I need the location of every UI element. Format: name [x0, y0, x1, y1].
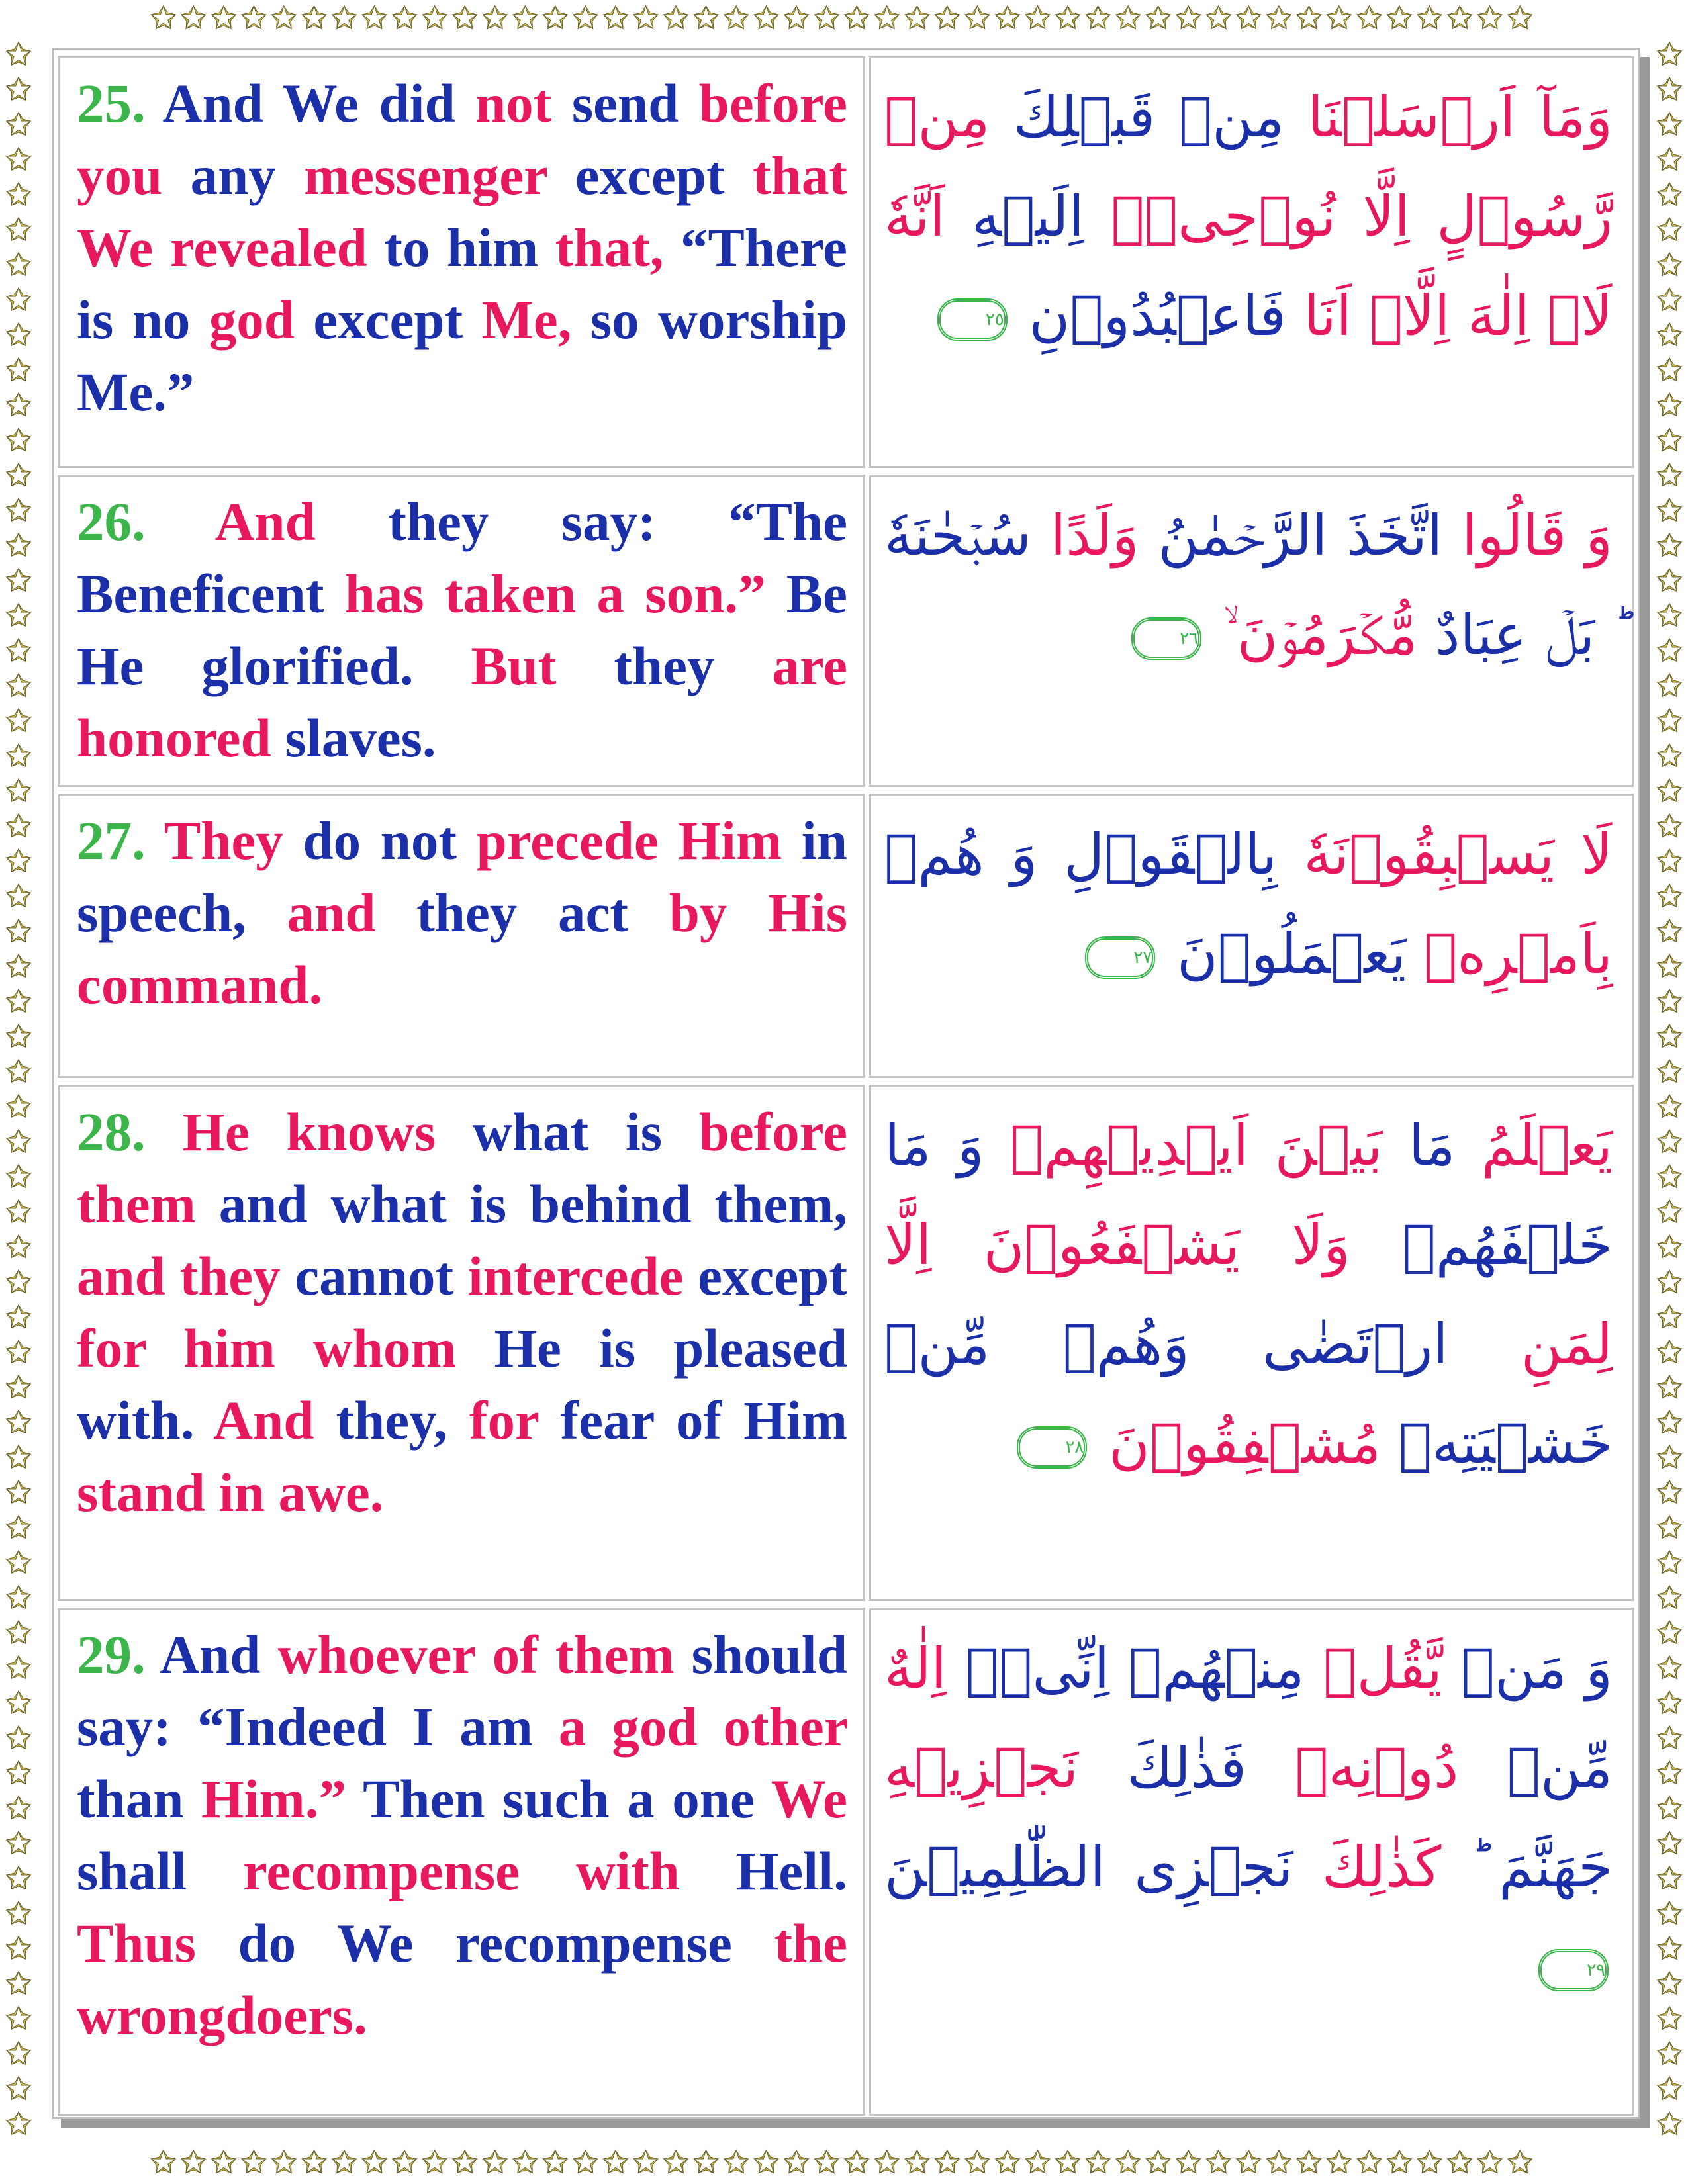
translation-segment: messenger: [304, 145, 547, 206]
translation-segment: they,: [314, 1390, 469, 1451]
arabic-verse: [884, 486, 1613, 684]
english-translation: [77, 1619, 847, 2052]
arabic-verse-cell: [869, 1085, 1634, 1601]
arabic-segment: يَّقُلۡ: [1304, 1636, 1462, 1701]
arabic-segment: وَمَآ اَرۡسَلۡنَا: [1307, 85, 1613, 150]
translation-segment: He knows: [145, 1101, 436, 1162]
translation-segment: And: [145, 491, 316, 552]
translation-segment: that We revealed: [77, 145, 847, 278]
arabic-segment: اِلَّا لِمَنِ: [884, 1212, 1613, 1377]
translation-segment: do not: [283, 810, 477, 871]
translation-segment: before you: [77, 73, 847, 206]
ayah-number-marker: ٢٩: [1538, 1949, 1609, 1991]
translation-segment: they say: “The Beneficent: [77, 491, 847, 624]
translation-segment: Hell.: [679, 1841, 847, 1901]
translation-segment: in speech,: [77, 810, 847, 943]
translation-segment: should say: “Indeed I am: [77, 1624, 848, 1757]
translation-segment: And: [213, 1390, 314, 1451]
arabic-segment: مُّكۡرَمُوۡنَ ۙ: [1223, 602, 1436, 667]
translation-segment: stand in awe.: [77, 1462, 384, 1523]
translation-segment: send: [551, 73, 699, 134]
arabic-segment: مَا: [1382, 1113, 1481, 1178]
translation-segment: do We recompense: [195, 1913, 774, 1974]
verse-number: 29.: [77, 1624, 146, 1685]
english-translation: [77, 1096, 847, 1529]
translation-segment: and: [287, 882, 376, 943]
translation-segment: except: [683, 1246, 847, 1306]
translation-segment: He is pleased with.: [77, 1318, 847, 1451]
arabic-segment: مِنۡ رَّسُوۡلٍ: [884, 85, 1613, 249]
star-border-left: ✩✩✩✩✩✩✩✩✩✩✩✩✩✩✩✩✩✩✩✩✩✩✩✩✩✩✩✩✩✩✩✩✩✩✩✩✩✩✩✩✩✩✩✩✩✩✩✩✩✩✩✩✩✩✩✩✩✩✩✩: [5, 37, 32, 2142]
english-translation-cell: [58, 1085, 865, 1601]
arabic-segment: وَلَدًا: [1050, 503, 1139, 568]
translation-segment: to him: [367, 217, 555, 278]
translation-segment: We: [771, 1768, 848, 1829]
arabic-segment: دُوۡنِهٖ: [1246, 1735, 1507, 1800]
arabic-verse-cell: [869, 1608, 1634, 2116]
verse-number: 27.: [77, 810, 146, 871]
arabic-segment: مِنۡ قَبۡلِكَ: [990, 85, 1308, 150]
arabic-verse: [884, 805, 1613, 1003]
verse-number: 26.: [77, 491, 146, 552]
arabic-segment: فَاعۡبُدُوۡنِ: [1029, 283, 1304, 348]
translation-segment: that,: [555, 217, 664, 278]
arabic-segment: جَهَنَّمَ ؕ: [1470, 1835, 1613, 1899]
translation-segment: so worship Me.”: [77, 289, 847, 422]
arabic-segment: اتَّخَذَ الرَّحۡمٰنُ: [1139, 503, 1462, 568]
arabic-segment: بِاَمۡرِهٖ: [1423, 921, 1613, 986]
arabic-verse-cell: [869, 794, 1634, 1078]
verse-table: [52, 48, 1640, 2119]
translation-segment: whoever of them: [260, 1624, 675, 1685]
translation-segment: except: [547, 145, 753, 206]
english-translation-cell: [58, 475, 865, 787]
arabic-verse-cell: [869, 56, 1634, 468]
star-border-right: ✩✩✩✩✩✩✩✩✩✩✩✩✩✩✩✩✩✩✩✩✩✩✩✩✩✩✩✩✩✩✩✩✩✩✩✩✩✩✩✩✩✩✩✩✩✩✩✩✩✩✩✩✩✩✩✩✩✩✩✩: [1656, 37, 1683, 2142]
translation-segment: the: [774, 1913, 847, 1974]
translation-segment: whom: [275, 1318, 494, 1379]
english-translation: [77, 486, 847, 774]
translation-segment: for him: [77, 1318, 275, 1379]
translation-segment: fear of Him: [538, 1390, 847, 1451]
star-border-top: ✩✩✩✩✩✩✩✩✩✩✩✩✩✩✩✩✩✩✩✩✩✩✩✩✩✩✩✩✩✩✩✩✩✩✩✩✩✩✩✩✩✩✩✩✩✩: [150, 3, 1538, 36]
english-translation-cell: [58, 56, 865, 468]
arabic-segment: نَجۡزِيۡهِ: [884, 1735, 1127, 1800]
arabic-segment: اِلَّا نُوۡحِىۡۤ: [1084, 184, 1437, 249]
translation-segment: cannot: [280, 1246, 468, 1306]
arabic-segment: كَذٰلِكَ: [1293, 1835, 1470, 1899]
arabic-segment: وَهُمۡ مِّنۡ خَشۡيَتِهٖ: [884, 1312, 1613, 1476]
arabic-segment: لَا يَسۡبِقُوۡنَهٗ: [1303, 822, 1613, 887]
arabic-verse: [884, 68, 1613, 365]
translation-segment: are honored: [77, 635, 847, 768]
translation-segment: and they: [77, 1246, 281, 1306]
arabic-segment: اِلَيۡهِ: [972, 184, 1084, 249]
translation-segment: “There is no: [77, 217, 848, 350]
translation-segment: Him.”: [201, 1768, 347, 1829]
translation-segment: Be He glorified.: [77, 563, 847, 696]
translation-segment: precede Him: [476, 810, 782, 871]
translation-segment: any: [162, 145, 305, 206]
arabic-segment: يَعۡلَمُ: [1481, 1113, 1613, 1178]
translation-segment: slaves.: [271, 707, 436, 768]
translation-segment: except: [294, 289, 482, 350]
english-translation-cell: [58, 794, 865, 1078]
translation-segment: Then such a one: [346, 1768, 771, 1829]
arabic-segment: اِلٰهٌ: [884, 1636, 966, 1701]
translation-segment: not: [475, 73, 552, 134]
translation-segment: they act: [375, 882, 669, 943]
translation-segment: intercede: [467, 1246, 684, 1306]
translation-segment: And We did: [145, 73, 476, 134]
translation-segment: for: [469, 1390, 539, 1451]
ayah-number-marker: ٢٥: [937, 298, 1008, 341]
translation-segment: wrongdoers.: [77, 1985, 367, 2046]
arabic-segment: وَلَا يَشۡفَعُوۡنَ: [983, 1212, 1350, 1277]
english-translation: [77, 68, 847, 428]
translation-segment: before them: [77, 1101, 847, 1234]
arabic-segment: يَعۡمَلُوۡنَ: [1176, 921, 1424, 986]
arabic-segment: وَ مَا خَلۡفَهُمۡ: [884, 1113, 1613, 1277]
translation-segment: has taken a son.”: [344, 563, 766, 624]
star-border-bottom: ✩✩✩✩✩✩✩✩✩✩✩✩✩✩✩✩✩✩✩✩✩✩✩✩✩✩✩✩✩✩✩✩✩✩✩✩✩✩✩✩✩✩✩✩✩✩: [150, 2147, 1538, 2180]
arabic-verse-cell: [869, 475, 1634, 787]
arabic-segment: وَ مَنۡ: [1461, 1636, 1613, 1701]
translation-segment: and what is behind them,: [195, 1173, 847, 1234]
arabic-segment: بَلۡ عِبَادٌ: [1435, 602, 1595, 667]
translation-segment: Thus: [77, 1913, 196, 1974]
arabic-segment: مِنۡهُمۡ اِنِّىۡۤ: [965, 1636, 1305, 1701]
translation-segment: recompense with: [243, 1841, 680, 1901]
translation-segment: than: [77, 1768, 202, 1829]
ayah-number-marker: ٢٧: [1085, 936, 1155, 979]
english-translation: [77, 805, 847, 1021]
arabic-segment: نَجۡزِى الظّٰلِمِيۡنَ: [884, 1835, 1293, 1899]
arabic-segment: سُبۡحٰنَهٗ ؕ: [884, 503, 1613, 667]
ayah-number-marker: ٢٦: [1131, 617, 1201, 660]
arabic-segment: بِالۡقَوۡلِ وَ هُمۡ: [884, 822, 1304, 887]
translation-segment: by His command.: [77, 882, 847, 1015]
translation-segment: They: [145, 810, 283, 871]
ayah-number-marker: ٢٨: [1017, 1426, 1087, 1469]
translation-segment: what is: [436, 1101, 699, 1162]
translation-segment: a god other: [558, 1696, 848, 1757]
arabic-segment: مِّنۡ: [1507, 1735, 1613, 1800]
translation-segment: they: [556, 635, 773, 696]
arabic-segment: بَيۡنَ اَيۡدِيۡهِمۡ: [1010, 1113, 1383, 1178]
arabic-segment: مُشۡفِقُوۡنَ: [1109, 1411, 1381, 1476]
translation-segment: shall: [77, 1841, 244, 1901]
arabic-segment: فَذٰلِكَ: [1127, 1735, 1247, 1800]
translation-segment: And: [145, 1624, 261, 1685]
translation-segment: god: [209, 289, 295, 350]
english-translation-cell: [58, 1608, 865, 2116]
arabic-segment: اَنَّهٗ لَاۤ اِلٰهَ: [884, 184, 1613, 348]
translation-segment: Me,: [481, 289, 572, 350]
arabic-verse: [884, 1619, 1613, 2016]
verse-number: 28.: [77, 1101, 146, 1162]
translation-segment: But: [471, 635, 557, 696]
arabic-verse: [884, 1096, 1613, 1493]
arabic-segment: وَ قَالُوا: [1462, 503, 1613, 568]
arabic-segment: اِلَّاۤ اَنَا: [1303, 283, 1450, 348]
arabic-segment: ارۡتَضٰى: [1262, 1312, 1448, 1377]
verse-number: 25.: [77, 73, 146, 134]
